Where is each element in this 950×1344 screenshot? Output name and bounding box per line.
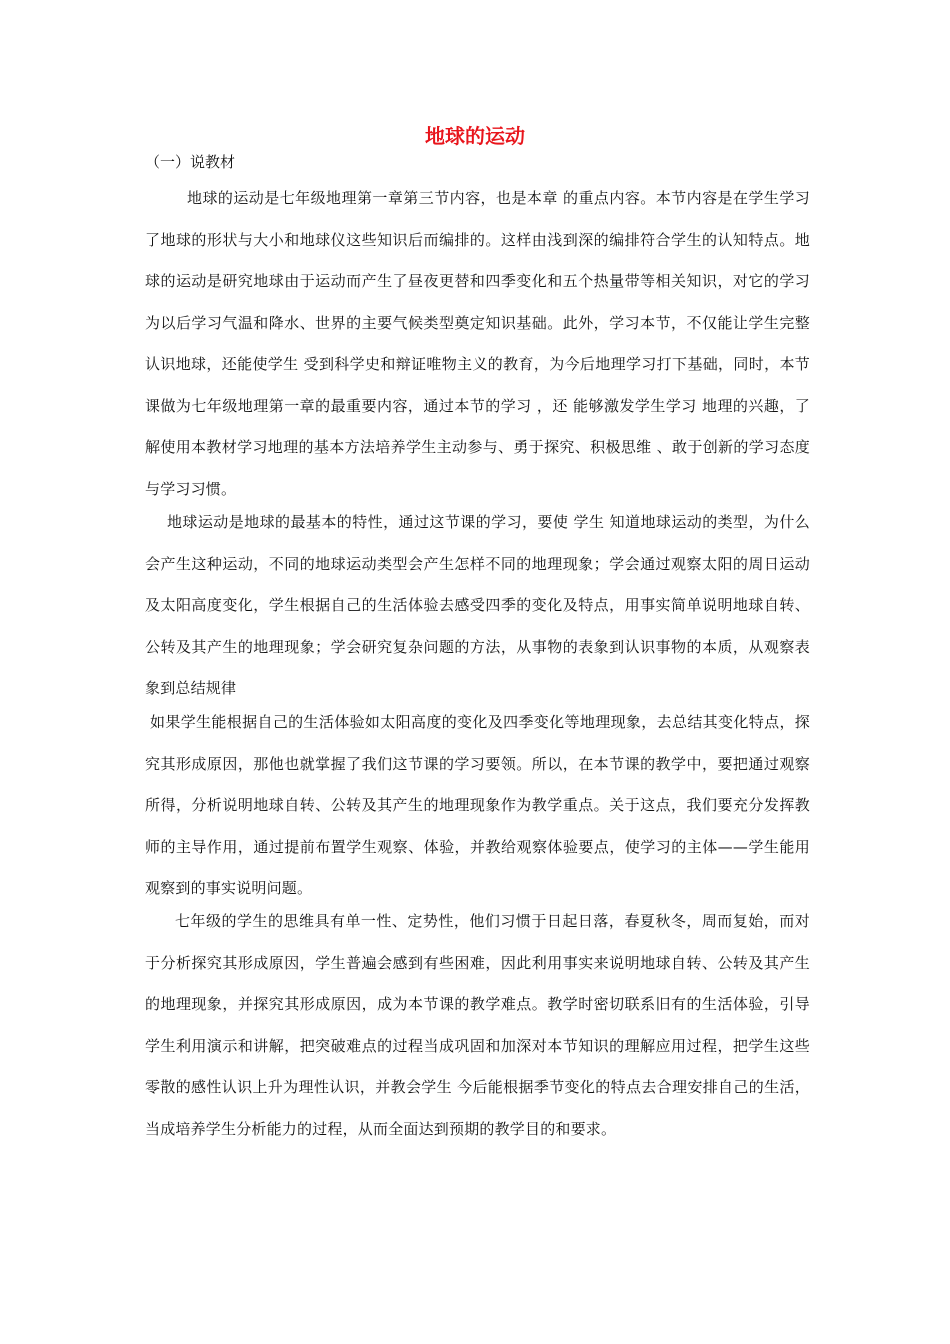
section-heading: （一）说教材 [145,153,236,171]
paragraph-1: 地球的运动是七年级地理第一章第三节内容，也是本章 的重点内容。本节内容是在学生学习了地球的形状与大小和地球仪这些知识后而编排的。这样由浅到深的编排符合学生的认知特点。地球的运动是研究地球由于运动而产生了昼夜更替和四季变化和五个热量带等相关知识，对它的学习为以后学习气温和降水、世界的主要气候类型奠定知识基础。此外，学习本节，不仅能让学生完整认识地球，还能使学生 受到科学史和辩证唯物主义的教育，为今后地理学习打下基础，同时，本节课做为七年级地理第一章的最重要内容，通过本节的学习 ，还 能够激发学生学习 地理的兴趣，了解使用本教材学习地理的基本方法培养学生主动参与、勇于探究、积极思维 、敢于创新的学习态度与学习习惯。 [145,189,810,498]
paragraph-4: 七年级的学生的思维具有单一性、定势性，他们习惯于日起日落，春夏秋冬，周而复始，而对于分析探究其形成原因，学生普遍会感到有些困难，因此利用事实来说明地球自转、公转及其产生的地理现象，并探究其形成原因，成为本节课的教学难点。教学时密切联系旧有的生活体验，引导学生利用演示和讲解，把突破难点的过程当成巩固和加深对本节知识的理解应用过程，把学生这些零散的感性认识上升为理性认识，并教会学生 今后能根据季节变化的特点去合理安排自己的生活，当成培养学生分析能力的过程，从而全面达到预期的教学目的和要求。 [145,912,810,1138]
paragraph-2: 地球运动是地球的最基本的特性，通过这节课的学习，要使 学生 知道地球运动的类型，为什么会产生这种运动，不同的地球运动类型会产生怎样不同的地理现象；学会通过观察太阳的周日运动及太阳高度变化，学生根据自己的生活体验去感受四季的变化及特点，用事实简单说明地球自转、公转及其产生的地理现象；学会研究复杂问题的方法，从事物的表象到认识事物的本质，从观察表象到总结规律 [145,513,810,697]
paragraph-3: 如果学生能根据自己的生活体验如太阳高度的变化及四季变化等地理现象，去总结其变化特点，探究其形成原因，那他也就掌握了我们这节课的学习要领。所以，在本节课的教学中，要把通过观察所得，分析说明地球自转、公转及其产生的地理现象作为教学重点。关于这点，我们要充分发挥教师的主导作用，通过提前布置学生观察、体验，并教给观察体验要点，使学习的主体——学生能用观察到的事实说明问题。 [145,713,810,897]
document-title: 地球的运动 [425,124,525,148]
